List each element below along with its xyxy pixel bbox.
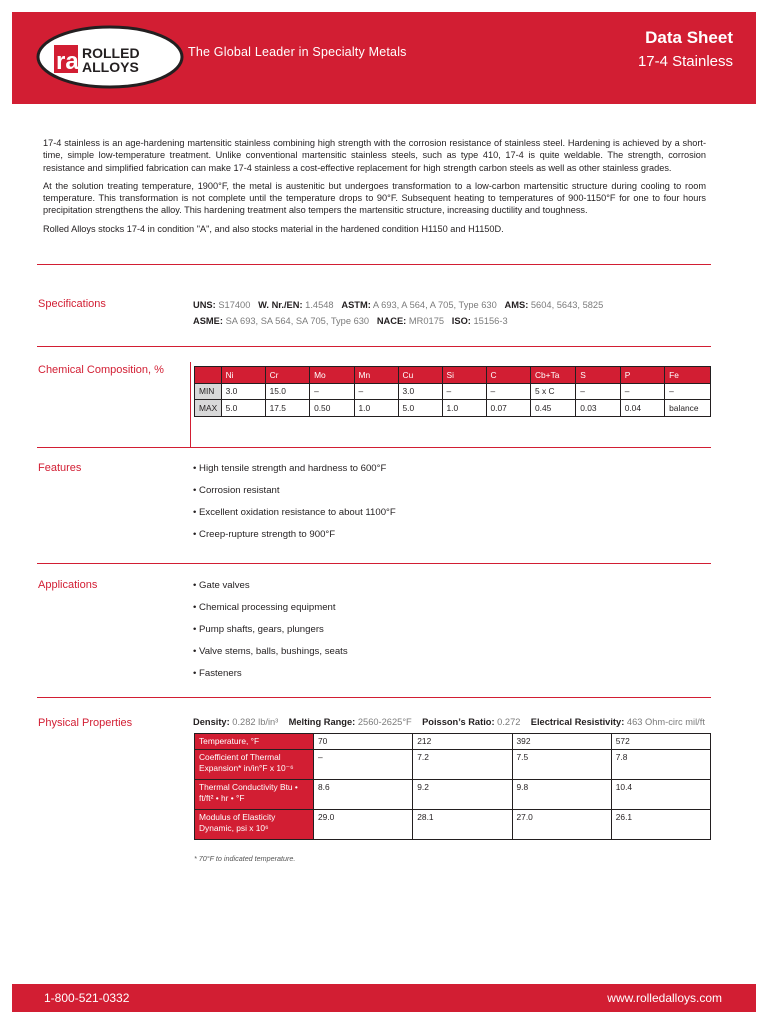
rolled-alloys-logo [36,25,184,89]
section-applications: Applications [38,579,98,591]
divider [37,697,711,698]
physical-summary: Density: 0.282 lb/in³ Melting Range: 2560-2625°F Poisson’s Ratio: 0.272 Electrical Resistivity: 463 Ohm-circ mil/ft [193,717,705,727]
website-link[interactable]: www.rolledalloys.com [607,991,722,1005]
table-header-row: Ni Cr Mo Mn Cu Si C Cb+Ta S P Fe [195,367,711,384]
divider [37,563,711,564]
list-item: • Chemical processing equipment [193,602,336,613]
tagline: The Global Leader in Specialty Metals [188,45,407,59]
list-item: • Valve stems, balls, bushings, seats [193,646,348,657]
physical-properties-table [194,733,711,840]
vertical-divider [190,362,191,448]
list-item: • Excellent oxidation resistance to about 1100°F [193,507,396,518]
list-item: • Corrosion resistant [193,485,280,496]
list-item: • Fasteners [193,668,242,679]
phone-number[interactable]: 1-800-521-0332 [44,991,130,1005]
divider [37,346,711,347]
intro-paragraph-2: At the solution treating temperature, 1900°F, the metal is austenitic but undergoes transformation to a low-carbon martensitic structure during cooling to room temperature. This transformation is not complete until the temperature drops to 90°F. Subsequent heating to temperatures of 900-1150°F for one to four hours precipitation strengthens the alloy. This hardening treatment also tempers the martensitic structure, increasing ductility and toughness. [43,180,706,216]
footnote: * 70°F to indicated temperature. [194,854,296,863]
intro-text [43,137,706,241]
divider [37,264,711,265]
datasheet-subtitle: 17-4 Stainless [637,53,733,70]
section-chemical-composition: Chemical Composition, % [38,364,164,376]
footer-banner [12,984,756,1012]
table-row: MAX 5.0 17.5 0.50 1.0 5.0 1.0 0.07 0.45 0.03 0.04 balance [195,400,711,417]
logo-text-bottom: ALLOYS [82,59,139,75]
features-list [193,463,396,551]
table-row: Coefficient of Thermal Expansion* in/in°F x 10⁻⁶ – 7.2 7.5 7.8 [195,750,711,780]
divider [37,447,711,448]
section-physical-properties: Physical Properties [38,717,133,729]
intro-paragraph-1: 17-4 stainless is an age-hardening martensitic stainless combining high strength with the corrosion resistance of stainless steel. Hardening is achieved by a short-time, simple low-temperature treatment. Unlike conventional martensitic stainless steels, such as type 410, 17-4 is quite weldable. The strength, corrosion resistance and simplified fabrication can make 17-4 stainless a cost-effective replacement for high strength carbon steels as well as other stainless grades. [43,138,706,173]
list-item: • High tensile strength and hardness to 600°F [193,463,387,474]
applications-list [193,580,348,690]
table-row: Thermal Conductivity Btu • ft/ft² • hr • °F 8.6 9.2 9.8 10.4 [195,780,711,810]
specifications-block [193,298,603,329]
section-specifications: Specifications [38,298,106,310]
specs-line-2: ASME: SA 693, SA 564, SA 705, Type 630 NACE: MR0175 ISO: 15156-3 [193,315,508,326]
table-row: Modulus of Elasticity Dynamic, psi x 10⁶ 29.0 28.1 27.0 26.1 [195,810,711,840]
intro-paragraph-3: Rolled Alloys stocks 17-4 in condition "A", and also stocks material in the hardened condition H1150 and H1150D. [43,223,504,234]
list-item: • Gate valves [193,580,250,591]
specs-line-1: UNS: S17400 W. Nr./EN: 1.4548 ASTM: A 693, A 564, A 705, Type 630 AMS: 5604, 5643, 5825 [193,300,604,310]
table-row: Temperature, °F 70 212 392 572 [195,734,711,750]
section-features: Features [38,462,82,474]
svg-text:ra: ra [56,48,79,75]
header-banner [12,12,756,104]
datasheet-title: Data Sheet [645,28,733,47]
table-row: MIN 3.0 15.0 – – 3.0 – – 5 x C – – – [195,383,711,400]
list-item: • Pump shafts, gears, plungers [193,624,324,635]
chemical-composition-table [194,366,711,417]
list-item: • Creep-rupture strength to 900°F [193,529,336,540]
logo-text-top: ROLLED [82,45,140,61]
